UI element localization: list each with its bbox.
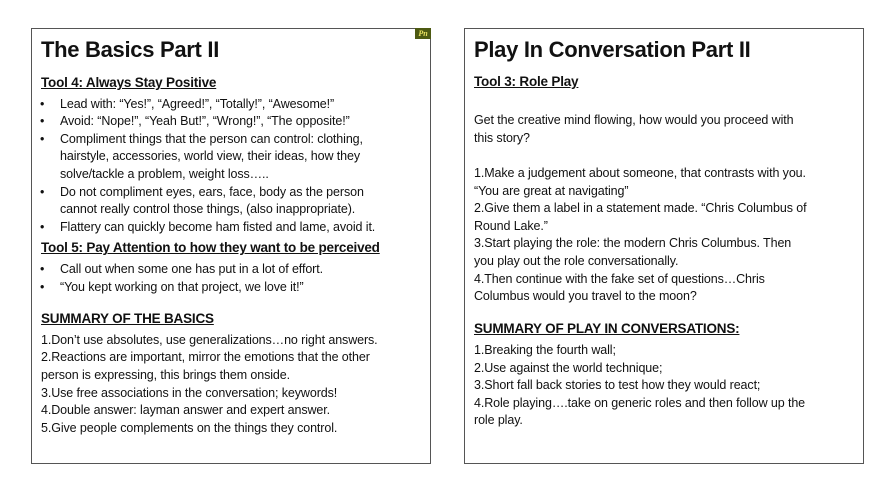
text-line: 1.Don’t use absolutes, use generalizations…no right answers. [41,332,378,347]
bullet-icon: • [40,131,45,146]
text-line: 2.Reactions are important, mirror the emotions that the other [41,350,370,365]
slide-title: The Basics Part II [41,37,220,62]
bullet-line: hairstyle, accessories, world view, their ideas, how they [60,149,360,164]
text-line: 3.Short fall back stories to test how they would react; [474,378,761,393]
text-line: Get the creative mind flowing, how would you proceed with [474,113,794,128]
bullet-line: “You kept working on that project, we love it!” [60,279,304,294]
bullet-line: cannot really control those things, (also inappropriate). [60,202,356,217]
slide-title: Play In Conversation Part II [474,37,751,62]
bullet-line: Avoid: “Nope!”, “Yeah But!”, “Wrong!”, “The opposite!” [60,114,350,129]
text-line: 4.Double answer: layman answer and expert answer. [41,403,331,418]
bullet-icon: • [40,219,45,234]
bullet-icon: • [40,96,45,111]
section-heading: Tool 5: Pay Attention to how they want to be perceived [41,240,380,256]
text-line: 2.Give them a label in a statement made. “Chris Columbus of [474,201,807,216]
text-line: Columbus would you travel to the moon? [474,289,697,304]
text-line: this story? [474,130,530,145]
bullet-line: solve/tackle a problem, weight loss….. [60,167,269,181]
bullet-line: Compliment things that the person can control: clothing, [60,131,363,146]
text-line: person is expressing, this brings them onside. [41,368,291,382]
text-line: 3.Use free associations in the conversation; keywords! [41,385,338,400]
text-line: 1.Make a judgement about someone, that contrasts with you. [474,166,806,180]
bullet-line: Flattery can quickly become ham fisted and lame, avoid it. [60,219,376,234]
text-line: Round Lake.” [474,218,548,233]
slide-the-basics-part-ii [31,28,431,464]
section-heading: Tool 3: Role Play [474,74,579,89]
text-line: 2.Use against the world technique; [474,360,663,375]
section-heading: Tool 4: Always Stay Positive [41,75,217,90]
bullet-icon: • [40,279,45,294]
bullet-icon: • [40,114,45,129]
bullet-line: Call out when some one has put in a lot of effort. [60,262,323,276]
bullet-line: Do not compliment eyes, ears, face, body as the person [60,184,364,199]
slide-play-in-conversation-part-ii [464,28,864,464]
section-heading: SUMMARY OF THE BASICS [41,311,214,327]
text-line: role play. [474,413,523,428]
text-line: 3.Start playing the role: the modern Chris Columbus. Then [474,236,792,251]
section-heading: SUMMARY OF PLAY IN CONVERSATIONS: [474,321,740,337]
text-line: 4.Role playing….take on generic roles and then follow up the [474,395,806,410]
bullet-line: Lead with: “Yes!”, “Agreed!”, “Totally!”, “Awesome!” [60,96,335,111]
pn-logo-icon: Pn [415,28,431,39]
bullet-icon: • [40,184,45,199]
bullet-icon: • [40,262,45,276]
text-line: 5.Give people complements on the things they control. [41,420,338,435]
text-line: 4.Then continue with the fake set of questions…Chris [474,271,765,286]
text-line: “You are great at navigating” [474,183,629,198]
text-line: you play out the role conversationally. [474,254,679,268]
text-line: 1.Breaking the fourth wall; [474,343,616,357]
